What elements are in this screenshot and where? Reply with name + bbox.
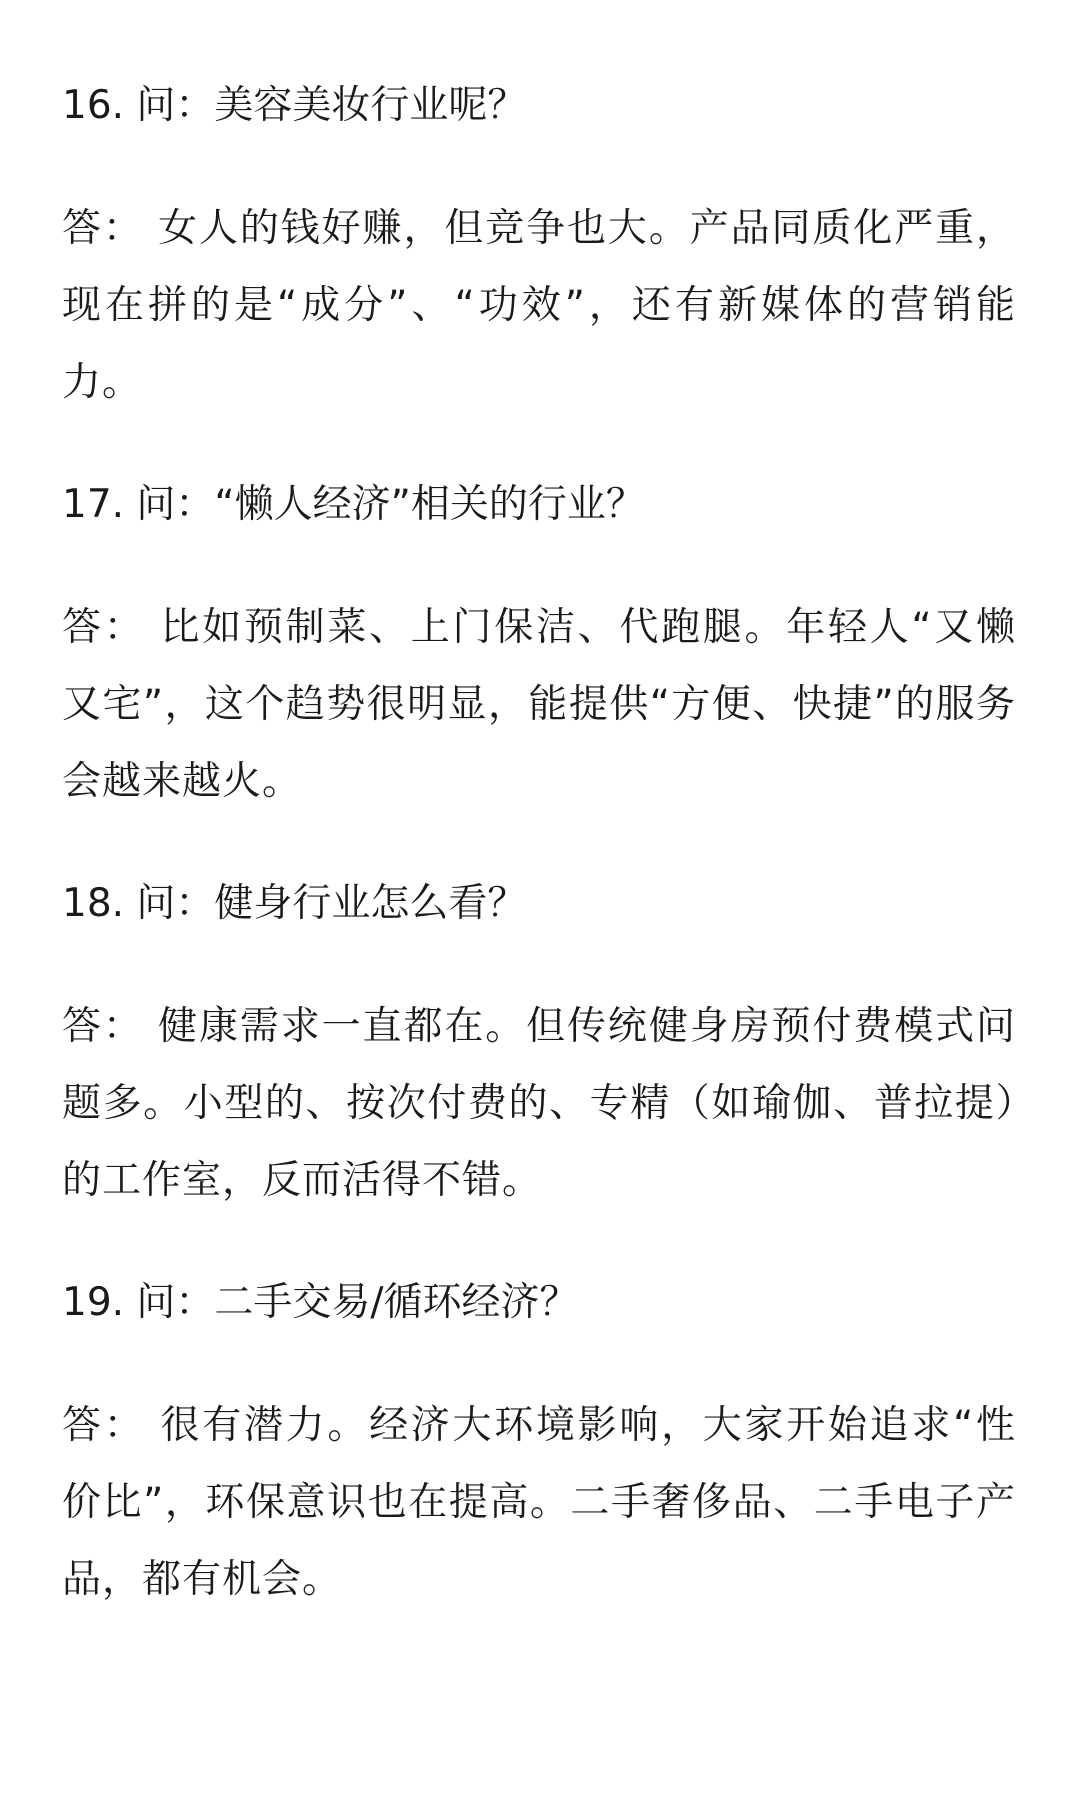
answer-19: 答： 很有潜力。经济大环境影响，大家开始追求“性价比”，环保意识也在提高。二手奢侈品、二手电子产品，都有机会。 [62,1403,1016,1602]
question-19: 19. 问：二手交易/循环经济？ [62,1280,579,1325]
answer-17: 答： 比如预制菜、上门保洁、代跑腿。年轻人“又懒又宅”，这个趋势很明显，能提供“方便、快捷”的服务会越来越火。 [62,605,1016,804]
answer-18: 答： 健康需求一直都在。但传统健身房预付费模式问题多。小型的、按次付费的、专精（如瑜伽、普拉提）的工作室，反而活得不错。 [62,1004,1016,1203]
question-16: 16. 问：美容美妆行业呢？ [62,83,527,128]
question-17: 17. 问：“懒人经济”相关的行业？ [62,482,645,527]
answer-16: 答： 女人的钱好赚，但竞争也大。产品同质化严重，现在拼的是“成分”、“功效”，还有新媒体的营销能力。 [62,206,1016,405]
qa-item-19 [62,1273,1016,1618]
qa-item-16 [62,76,1016,421]
question-18: 18. 问：健身行业怎么看？ [62,881,527,926]
qa-item-17 [62,475,1016,820]
qa-item-18 [62,874,1016,1219]
